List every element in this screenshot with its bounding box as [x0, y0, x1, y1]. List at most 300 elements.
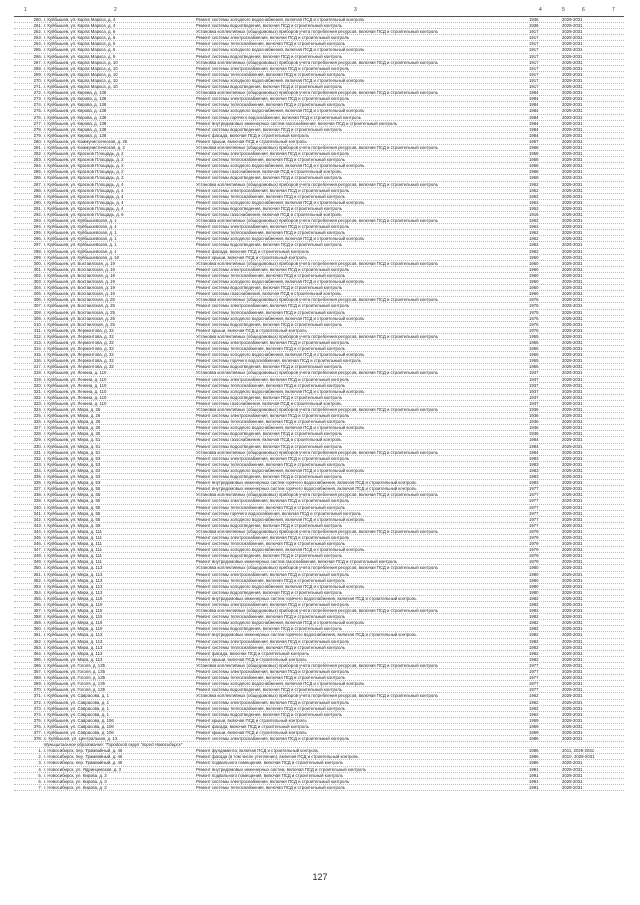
row-planned-period: 2029-2031 [562, 23, 583, 29]
row-year-built: 1984 [529, 96, 539, 102]
row-planned-period: 2029-2031 [562, 492, 583, 498]
row-planned-period: 2029-2031 [562, 346, 583, 352]
row-planned-period: 2029-2031 [562, 455, 583, 461]
row-work-type: Ремонт системы электроснабжения, включая ПСД и строительный контроль [196, 303, 350, 309]
row-number: 330. [33, 443, 42, 449]
row-planned-period: 2029-2031 [562, 516, 583, 522]
row-planned-period: 2029-2031 [562, 309, 583, 315]
row-work-type: Ремонт системы теплоснабжения, включая ПСД и строительный контроль [196, 784, 345, 790]
row-year-built: 1937 [529, 394, 539, 400]
row-address: г. Куйбышев, ул. Кирова, д. 138 [44, 108, 107, 114]
row-work-type: Установка коллективных (общедомовых) приборов учета потребления ресурсов, включая ПСД и строительный контроль [196, 218, 438, 224]
row-year-built: 1937 [529, 400, 539, 406]
row-year-built: 1984 [529, 449, 539, 455]
row-planned-period: 2029-2031 [562, 321, 583, 327]
row-planned-period: 2029-2031 [562, 157, 583, 163]
row-year-built: 1977 [529, 498, 539, 504]
row-year-built: 1962 [529, 224, 539, 230]
row-address: г. Новосибирск, ул. Кирова, д. 3 [44, 772, 107, 778]
row-address: г. Куйбышев, ул. Лермонтова, д. 32 [44, 358, 114, 364]
row-planned-period: 2029-2031 [562, 425, 583, 431]
row-work-type: Ремонт внутридомовых инженерных систем, включая ПСД и строительный контроль [196, 766, 366, 772]
row-planned-period: 2029-2031 [562, 53, 583, 59]
row-planned-period: 2029-2031 [562, 510, 583, 516]
row-planned-period: 2029-2031 [562, 595, 583, 601]
row-address: г. Куйбышев, ул. Мира, д. 115 [44, 626, 103, 632]
row-planned-period: 2029-2031 [562, 650, 583, 656]
row-work-type: Установка коллективных (общедомовых) приборов учета потребления ресурсов, включая ПСД и строительный контроль [196, 608, 438, 614]
row-address: г. Куйбышев, ул. Кирова, д. 138 [44, 126, 107, 132]
row-work-type: Ремонт системы электроснабжения, включая ПСД и строительный контроль [196, 455, 350, 461]
row-year-built: 1977 [529, 681, 539, 687]
row-year-built: 1983 [529, 467, 539, 473]
row-year-built: 1982 [529, 595, 539, 601]
row-address: г. Куйбышев, ул. Мира, д. 53 [44, 455, 101, 461]
row-year-built: 1984 [529, 90, 539, 96]
row-planned-period: 2029-2031 [562, 729, 583, 735]
row-work-type: Ремонт системы электроснабжения, включая ПСД и строительный контроль [196, 602, 350, 607]
row-work-type: Ремонт системы водоотведения, включая ПСД и строительный контроль [196, 553, 342, 559]
row-number: 262. [33, 29, 42, 35]
row-planned-period: 2029-2031 [562, 528, 583, 534]
row-work-type: Ремонт системы холодного водоснабжения, включая ПСД и строительный контроль [196, 681, 365, 687]
row-planned-period: 2029-2031 [562, 71, 583, 77]
row-planned-period: 2029-2031 [562, 419, 583, 425]
row-number: 301. [33, 266, 42, 272]
row-work-type: Ремонт внутридомовых инженерных систем горячего водоснабжения, включая ПСД и строительный контроль [196, 632, 417, 638]
row-number: 360. [33, 626, 42, 632]
row-number: 373. [33, 705, 42, 711]
row-year-built: 1975 [529, 303, 539, 309]
row-number: 318. [33, 370, 42, 376]
row-year-built: 1960 [529, 272, 539, 278]
row-work-type: Ремонт системы водоотведения, включая ПСД и строительный контроль [196, 321, 342, 327]
row-address: г. Куйбышев, ул. Саврасова, д. 1 [44, 705, 109, 711]
row-work-type: Ремонт крыши, включая ПСД и строительный контроль [196, 254, 307, 260]
row-work-type: Ремонт системы холодного водоснабжения, включая ПСД и строительный контроль [196, 583, 365, 589]
row-work-type: Ремонт системы водоотведения, включая ПСД и строительный контроль [196, 474, 342, 480]
row-number: 267. [33, 59, 42, 65]
row-number: 273. [33, 96, 42, 102]
row-year-built: 1917 [529, 65, 539, 71]
row-address: г. Куйбышев, ул. Коммунистическая, д. 2 [44, 144, 125, 150]
row-number: 310. [33, 321, 42, 327]
row-planned-period: 2029-2031 [562, 693, 583, 699]
row-address: г. Куйбышев, ул. Мира, д. 115 [44, 614, 103, 620]
row-work-type: Ремонт системы водоотведения, включая ПСД и строительный контроль [196, 242, 342, 248]
row-number: 332. [33, 455, 42, 461]
row-year-built: 1975 [529, 327, 539, 333]
row-number: 321. [33, 388, 42, 394]
row-planned-period: 2029-2031 [562, 638, 583, 644]
row-year-built: 1984 [529, 102, 539, 108]
row-number: 309. [33, 315, 42, 321]
row-planned-period: 2029-2031 [562, 467, 583, 473]
row-work-type: Ремонт системы газоснабжения, включая ПСД и строительный контроль [196, 437, 342, 443]
row-number: 366. [33, 662, 42, 668]
row-year-built: 1936 [529, 431, 539, 437]
row-year-built: 1960 [529, 279, 539, 285]
row-work-type: Ремонт системы водоотведения, включая ПСД и строительный контроль [196, 364, 342, 370]
row-year-built: 1960 [529, 285, 539, 291]
row-address: г. Куйбышев, ул. Бохтаилская, д. 25 [44, 309, 115, 315]
row-address: г. Куйбышев, ул. Кирова, д. 138 [44, 114, 107, 120]
row-work-type: Ремонт системы электроснабжения, включая ПСД и строительный контроль [196, 96, 350, 102]
row-year-built: 1917 [529, 71, 539, 77]
row-planned-period: 2029-2031 [562, 193, 583, 199]
row-address: г. Куйбышев, ул. Гоголя, д. 135 [44, 662, 105, 668]
row-planned-period: 2029-2031 [562, 644, 583, 650]
row-number: 264. [33, 41, 42, 47]
row-work-type: Ремонт системы водоотведения, включая ПСД и строительный контроль [196, 626, 342, 632]
row-address: г. Куйбышев, ул. Куйбышевская, д. 1 [44, 236, 117, 242]
row-year-built: 1980 [529, 565, 539, 571]
row-address: г. Куйбышев, ул. Куйбышевская, д. 1 [44, 224, 117, 230]
row-address: г. Куйбышев, ул. Мира, д. 113 [44, 577, 103, 583]
row-planned-period: 2029-2031 [562, 291, 583, 297]
row-number: 369. [33, 681, 42, 687]
row-number: 335. [33, 474, 42, 480]
row-work-type: Ремонт системы холодного водоснабжения, включая ПСД и строительный контроль [196, 236, 365, 242]
row-address: г. Куйбышев, ул. Карла Маркса, д. 10 [44, 77, 118, 83]
row-year-built: 1915 [529, 212, 539, 217]
row-work-type: Установка коллективных (общедомовых) приборов учета потребления ресурсов, включая ПСД и строительный контроль [196, 449, 438, 455]
row-year-built: 1960 [529, 291, 539, 297]
row-planned-period: 2029-2031 [562, 705, 583, 711]
row-address: г. Куйбышев, ул. Кирова, д. 138 [44, 132, 107, 138]
row-address: г. Куйбышев, ул. Краснов Площадь, д. 2 [44, 157, 124, 163]
row-year-built: 1960 [529, 260, 539, 266]
row-year-built: 1980 [529, 571, 539, 577]
row-number: 339. [33, 498, 42, 504]
row-number: 316. [33, 358, 42, 364]
row-number: 315. [33, 352, 42, 358]
row-year-built: 1983 [529, 480, 539, 486]
row-number: 365. [33, 656, 42, 662]
row-work-type: Ремонт системы водоотведения, включая ПСД и строительный контроль [196, 126, 342, 132]
row-planned-period: 2029-2031 [562, 711, 583, 717]
row-planned-period: 2029-2031 [562, 449, 583, 455]
row-number: 307. [33, 303, 42, 309]
row-number: 286. [33, 175, 42, 181]
row-work-type: Установка коллективных (общедомовых) приборов учета потребления ресурсов, включая ПСД и строительный контроль [196, 693, 438, 699]
row-number: 312. [33, 333, 42, 339]
row-work-type: Ремонт системы теплоснабжения, включая ПСД и строительный контроль [196, 309, 345, 315]
row-year-built: 1986 [529, 760, 539, 766]
row-address: г. Куйбышев, ул. Кирова, д. 138 [44, 96, 107, 102]
row-number: 308. [33, 309, 42, 315]
row-address: г. Куйбышев, ул. Бохтаилская, д. 19 [44, 279, 115, 285]
row-planned-period: 2029-2031 [562, 364, 583, 370]
row-work-type: Ремонт системы электроснабжения, включая ПСД и строительный контроль [196, 151, 350, 157]
row-address: г. Куйбышев, ул. Мира, д. 53 [44, 467, 101, 473]
row-address: г. Куйбышев, ул. Саврасова, д. 1 [44, 693, 109, 699]
row-planned-period: 2029-2031 [562, 266, 583, 272]
row-year-built: 1958 [529, 151, 539, 157]
row-year-built: 1958 [529, 144, 539, 150]
row-address: г. Куйбышев, ул. Саврасова, д. 1 [44, 711, 109, 717]
row-number: 274. [33, 102, 42, 108]
row-address: г. Куйбышев, ул. Саврасова, д. 106 [44, 717, 114, 723]
row-work-type: Ремонт системы теплоснабжения, включая ПСД и строительный контроль [196, 382, 345, 388]
row-work-type: Установка коллективных (общедомовых) приборов учета потребления ресурсов, включая ПСД и строительный контроль [196, 528, 438, 534]
row-work-type: Ремонт системы теплоснабжения, включая ПСД и строительный контроль [196, 461, 345, 467]
row-year-built: 1955 [529, 333, 539, 339]
table-body [14, 17, 624, 791]
row-number: 375. [33, 717, 42, 723]
row-number: 377. [33, 729, 42, 735]
row-planned-period: 2029-2031 [562, 382, 583, 388]
row-year-built: 1991 [529, 778, 539, 784]
header-col-3: 3 [354, 7, 357, 13]
row-work-type: Ремонт системы водоотведения, включая ПСД и строительный контроль [196, 205, 342, 211]
row-planned-period: 2029-2031 [562, 675, 583, 681]
row-work-type: Ремонт системы водоотведения, включая ПСД и строительный контроль [196, 53, 342, 59]
row-year-built: 1979 [529, 528, 539, 534]
row-address: г. Куйбышев, ул. Мира, д. 26 [44, 425, 101, 431]
row-work-type: Ремонт системы электроснабжения, включая ПСД и строительный контроль [196, 65, 350, 71]
row-address: г. Куйбышев, ул. Куйбышевская, д. 1 [44, 248, 117, 254]
row-address: г. Куйбышев, ул. Краснов Площадь, д. 2 [44, 163, 124, 169]
row-address: г. Куйбышев, ул. Гоголя, д. 135 [44, 687, 105, 693]
row-address: г. Куйбышев, ул. Карла Маркса, д. 6 [44, 41, 116, 47]
row-address: г. Куйбышев, ул. Мира, д. 51 [44, 449, 101, 455]
row-planned-period: 2029-2031 [562, 327, 583, 333]
row-work-type: Ремонт системы теплоснабжения, включая ПСД и строительный контроль [196, 541, 345, 547]
row-address: г. Куйбышев, ул. Мира, д. 53 [44, 474, 101, 480]
row-address: г. Куйбышев, ул. Мира, д. 113 [44, 650, 103, 656]
row-work-type: Ремонт системы теплоснабжения, включая ПСД и строительный контроль [196, 193, 345, 199]
row-number: 268. [33, 65, 42, 71]
header-col-1: 1 [24, 7, 27, 13]
row-number: 367. [33, 669, 42, 675]
row-address: г. Куйбышев, ул. Мира, д. 53 [44, 461, 101, 467]
row-number: 277. [33, 120, 42, 126]
row-year-built: 1937 [529, 388, 539, 394]
row-number: 7. [38, 784, 42, 790]
row-work-type: Установка коллективных (общедомовых) приборов учета потребления ресурсов, включая ПСД и строительный контроль [196, 565, 438, 571]
row-address: г. Куйбышев, ул. Мира, д. 51 [44, 437, 101, 443]
row-address: г. Куйбышев, ул. Ленина, д. 110 [44, 400, 107, 406]
row-work-type: Установка коллективных (общедомовых) приборов учета потребления ресурсов, включая ПСД и строительный контроль [196, 59, 438, 65]
row-year-built: 1982 [529, 656, 539, 662]
row-address: г. Куйбышев, ул. Карла Маркса, д. 10 [44, 65, 118, 71]
row-year-built: 1917 [529, 77, 539, 83]
row-work-type: Ремонт системы водоотведения, включая ПСД и строительный контроль [196, 443, 342, 449]
row-address: г. Куйбышев, ул. Мира, д. 113 [44, 632, 103, 638]
row-work-type: Ремонт системы холодного водоснабжения, включая ПСД и строительный контроль [196, 547, 365, 553]
row-number: 280. [33, 138, 42, 144]
row-address: г. Куйбышев, ул. Мира, д. 111 [44, 534, 103, 540]
row-year-built: 1962 [529, 705, 539, 711]
row-number: 275. [33, 108, 42, 114]
row-work-type: Ремонт крыши, включая ПСД и строительный контроль [196, 729, 307, 735]
row-number: 294. [33, 224, 42, 230]
row-work-type: Ремонт крыши, включая ПСД и строительный контроль [196, 656, 307, 662]
row-year-built: 1980 [529, 583, 539, 589]
row-work-type: Ремонт системы теплоснабжения, включая ПСД и строительный контроль [196, 675, 345, 681]
row-number: 278. [33, 126, 42, 132]
row-address: г. Куйбышев, ул. Саврасова, д. 106 [44, 729, 114, 735]
row-planned-period: 2029-2031 [562, 126, 583, 132]
row-planned-period: 2029-2031 [562, 480, 583, 486]
row-year-built: 1962 [529, 699, 539, 705]
row-number: 352. [33, 577, 42, 583]
row-number: 343. [33, 522, 42, 528]
row-year-built: 1962 [529, 711, 539, 717]
row-number: 320. [33, 382, 42, 388]
row-address: г. Куйбышев, ул. Карла Маркса, д. 10 [44, 71, 118, 77]
row-work-type: Ремонт системы теплоснабжения, включая ПСД и строительный контроль [196, 577, 345, 583]
row-year-built: 1958 [529, 157, 539, 163]
row-work-type: Ремонт системы холодного водоснабжения, включая ПСД и строительный контроль [196, 315, 365, 321]
row-work-type: Ремонт системы теплоснабжения, включая ПСД и строительный контроль [196, 419, 345, 425]
row-work-type: Установка коллективных (общедомовых) приборов учета потребления ресурсов, включая ПСД и строительный контроль [196, 297, 438, 303]
row-address: г. Куйбышев, ул. Мира, д. 26 [44, 419, 101, 425]
row-planned-period: 2029-2031 [562, 717, 583, 723]
row-number: 334. [33, 467, 42, 473]
row-year-built: 1962 [529, 248, 539, 254]
row-number: 291. [33, 205, 42, 211]
row-work-type: Ремонт фасада, включая ПСД и строительный контроль [196, 723, 309, 729]
row-work-type: Ремонт системы теплоснабжения, включая ПСД и строительный контроль [196, 504, 345, 510]
row-address: г. Куйбышев, ул. Мира, д. 113 [44, 565, 103, 571]
row-number: 361. [33, 632, 42, 638]
row-planned-period: 2029-2031 [562, 285, 583, 291]
header-col-2: 2 [114, 7, 117, 13]
row-planned-period: 2029-2031 [562, 541, 583, 547]
row-number: 285. [33, 169, 42, 175]
row-number: 346. [33, 541, 42, 547]
row-number: 2. [38, 754, 42, 760]
row-planned-period: 2029-2031 [562, 230, 583, 236]
row-number: 290. [33, 199, 42, 205]
row-number: 284. [33, 163, 42, 169]
row-address: г. Куйбышев, ул. Карла Маркса, д. 6 [44, 47, 116, 53]
row-year-built: 1979 [529, 534, 539, 540]
row-year-built: 1982 [529, 638, 539, 644]
row-address: г. Куйбышев, ул. Лермонтова, д. 32 [44, 327, 114, 333]
row-address: г. Куйбышев, ул. Краснов Площадь, д. 4 [44, 187, 124, 193]
row-planned-period: 2029-2031 [562, 35, 583, 41]
row-work-type: Ремонт подвального помещения, включая ПСД и строительный контроль [196, 772, 343, 778]
row-year-built: 1962 [529, 693, 539, 699]
row-number: 276. [33, 114, 42, 120]
row-number: 344. [33, 528, 42, 534]
row-year-built: 1975 [529, 297, 539, 303]
row-planned-period: 2029-2031 [562, 699, 583, 705]
row-work-type: Установка коллективных (общедомовых) приборов учета потребления ресурсов, включая ПСД и строительный контроль [196, 29, 438, 35]
row-number: 356. [33, 602, 42, 607]
row-address: г. Куйбышев, ул. Гоголя, д. 135 [44, 681, 105, 687]
row-year-built: 1959 [529, 729, 539, 735]
row-year-built: 1937 [529, 370, 539, 376]
row-number: 331. [33, 449, 42, 455]
row-planned-period: 2029-2031 [562, 486, 583, 492]
row-work-type: Ремонт системы электроснабжения, включая ПСД и строительный контроль [196, 376, 350, 382]
row-address: г. Куйбышев, ул. Краснов Площадь, д. 2 [44, 175, 124, 181]
row-planned-period: 2029-2031 [562, 681, 583, 687]
row-address: г. Куйбышев, ул. Мира, д. 113 [44, 656, 103, 662]
row-planned-period: 2029-2031 [562, 272, 583, 278]
row-number: 353. [33, 583, 42, 589]
row-planned-period: 2011, 2029-2031 [562, 748, 595, 754]
row-work-type: Установка коллективных (общедомовых) приборов учета потребления ресурсов, включая ПСД и строительный контроль [196, 90, 438, 96]
row-year-built: 1977 [529, 675, 539, 681]
row-work-type: Ремонт системы электроснабжения, включая ПСД и строительный контроль [196, 638, 350, 644]
row-planned-period: 2029-2031 [562, 760, 583, 766]
row-number: 358. [33, 614, 42, 620]
row-planned-period: 2029-2031 [562, 431, 583, 437]
row-planned-period: 2029-2031 [562, 772, 583, 778]
row-work-type: Ремонт внутридомовых инженерных систем горячего водоснабжения, включая ПСД и строительный контроль [196, 486, 417, 492]
row-address: г. Куйбышев, ул. Бохтаилская, д. 19 [44, 285, 115, 291]
row-planned-period: 2029-2031 [562, 65, 583, 71]
row-planned-period: 2029-2031 [562, 632, 583, 638]
row-address: г. Куйбышев, ул. Ленина, д. 110 [44, 382, 107, 388]
row-work-type: Ремонт крыши, включая ПСД и строительный контроль [196, 717, 307, 723]
row-year-built: 1977 [529, 510, 539, 516]
row-year-built: 1982 [529, 608, 539, 614]
row-planned-period: 2029-2031 [562, 766, 583, 772]
row-address: г. Куйбышев, ул. Мира, д. 51 [44, 443, 101, 449]
row-planned-period: 2029-2031 [562, 205, 583, 211]
row-year-built: 1937 [529, 376, 539, 382]
row-work-type: Ремонт системы теплоснабжения, включая ПСД и строительный контроль [196, 41, 345, 47]
row-planned-period: 2029-2031 [562, 388, 583, 394]
row-address: г. Куйбышев, ул. Краснов Площадь, д. 4 [44, 193, 124, 199]
row-planned-period: 2029-2031 [562, 199, 583, 205]
row-planned-period: 2029-2031 [562, 608, 583, 614]
row-work-type: Ремонт системы холодного водоснабжения, включая ПСД и строительный контроль [196, 47, 365, 53]
row-work-type: Ремонт системы электроснабжения, включая ПСД и строительный контроль [196, 339, 350, 345]
row-year-built: 1982 [529, 602, 539, 607]
row-address: г. Куйбышев, ул. Лермонтова, д. 32 [44, 364, 114, 370]
row-planned-period: 2029-2031 [562, 144, 583, 150]
row-address: г. Куйбышев, ул. Карла Маркса, д. 6 [44, 35, 116, 41]
row-number: 341. [33, 510, 42, 516]
row-number: 260. [33, 17, 42, 22]
row-year-built: 1980 [529, 589, 539, 595]
row-year-built: 1977 [529, 522, 539, 528]
row-address: г. Куйбышев, ул. Ленина, д. 110 [44, 376, 107, 382]
row-planned-period: 2029-2031 [562, 614, 583, 620]
row-number: 303. [33, 279, 42, 285]
row-address: г. Куйбышев, ул. Мира, д. 26 [44, 431, 101, 437]
row-year-built: 1936 [529, 413, 539, 419]
row-work-type: Ремонт системы холодного водоснабжения, включая ПСД и строительный контроль [196, 388, 365, 394]
row-year-built: 1958 [529, 163, 539, 169]
row-planned-period: 2029-2031 [562, 723, 583, 729]
row-number: 328. [33, 431, 42, 437]
row-planned-period: 2029-2031 [562, 315, 583, 321]
row-year-built: 1917 [529, 47, 539, 53]
row-planned-period: 2029-2031 [562, 620, 583, 626]
row-planned-period: 2029-2031 [562, 736, 583, 742]
row-address: г. Новосибирск, ул. Кирова, д. 3 [44, 784, 107, 790]
row-year-built: 1983 [529, 455, 539, 461]
row-number: 269. [33, 71, 42, 77]
row-address: г. Куйбышев, ул. Мира, д. 26 [44, 407, 101, 412]
row-planned-period: 2029-2031 [562, 212, 583, 217]
row-work-type: Ремонт системы электроснабжения, включая ПСД и строительный контроль [196, 669, 350, 675]
row-address: г. Куйбышев, ул. Куйбышевская, д. 10 [44, 254, 120, 260]
row-number: 378. [33, 736, 42, 742]
row-address: г. Куйбышев, ул. Бохтаилская, д. 25 [44, 297, 115, 303]
row-number: 295. [33, 230, 42, 236]
row-work-type: Ремонт системы газоснабжения, включая ПСД и строительный контроль [196, 169, 342, 175]
row-work-type: Ремонт внутридомовых инженерных систем горячего водоснабжения, включая ПСД и строительный контроль [196, 480, 417, 486]
